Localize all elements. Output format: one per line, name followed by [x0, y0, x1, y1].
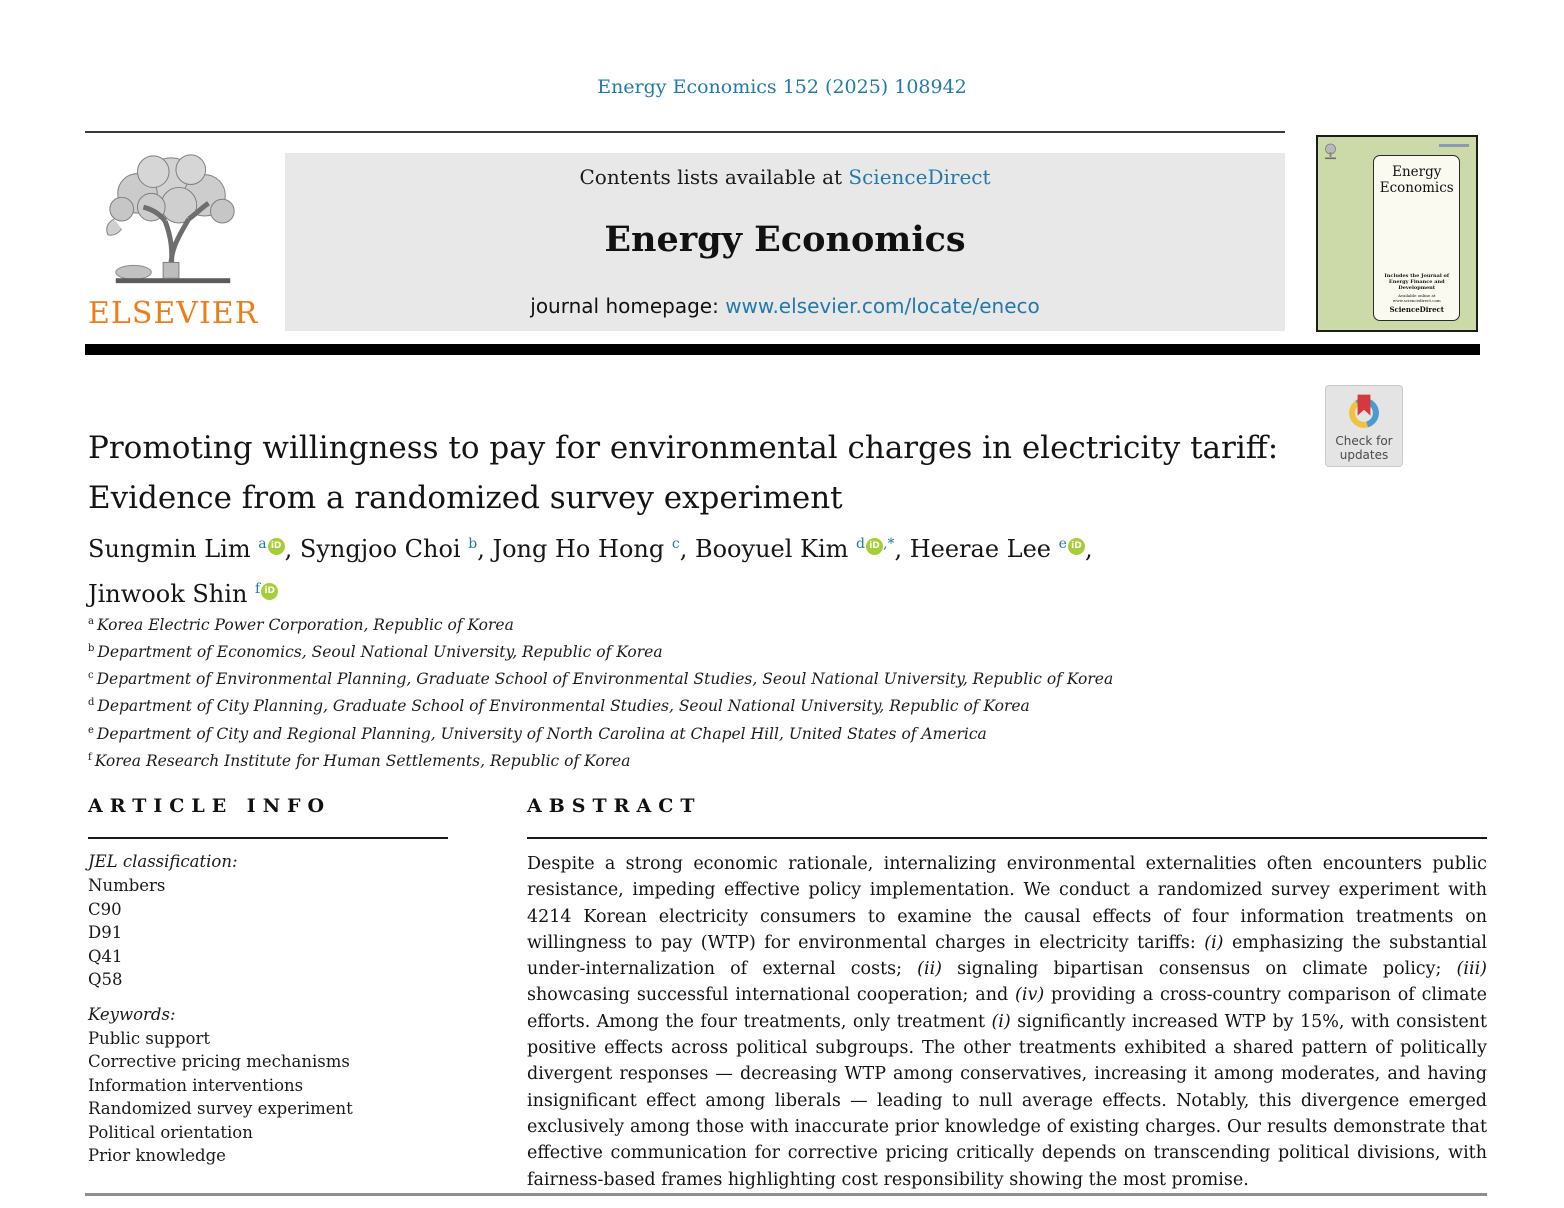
abstract-section [527, 795, 1487, 1193]
cover-journal-title: Energy Economics [1379, 164, 1454, 197]
journal-cover-thumbnail[interactable] [1316, 135, 1478, 332]
author-affiliation-sup: a [258, 536, 267, 552]
author-name: Syngjoo Choi [299, 535, 461, 563]
author-name: Heerae Lee [909, 535, 1052, 563]
abstract-italic-segment: (ii) [917, 959, 942, 980]
affiliation-text: Department of City and Regional Planning, University of North Carolina at Chapel Hill, United States of America [96, 724, 987, 743]
cover-title-panel [1373, 155, 1460, 321]
keyword-item: Public support [88, 1028, 211, 1048]
affiliation-row [88, 610, 1288, 637]
affiliation-row [88, 637, 1288, 664]
journal-header-box [285, 153, 1285, 331]
affiliation-row [88, 664, 1288, 691]
affiliation-sup: c [88, 670, 94, 682]
article-info-heading: ARTICLE INFO [88, 795, 332, 817]
abstract-italic-segment: (i) [1204, 932, 1224, 953]
author-name: Jong Ho Hong [492, 535, 665, 563]
cover-elsevier-mark-icon [1324, 143, 1337, 160]
header-top-rule [85, 131, 1285, 133]
author-name: Sungmin Lim [88, 535, 251, 563]
jel-classification-label: JEL classification: [88, 852, 238, 871]
affiliation-text: Korea Research Institute for Human Settlements, Republic of Korea [94, 751, 631, 770]
article-info-rule [88, 837, 448, 839]
affiliation-list [88, 610, 1288, 773]
corresponding-author-mark: ,* [883, 536, 895, 552]
keyword-item: Political orientation [88, 1122, 253, 1142]
jel-item: Q41 [88, 946, 123, 966]
jel-classification-list [88, 874, 448, 992]
author-affiliation-sup: b [468, 536, 478, 552]
affiliation-text: Department of Environmental Planning, Graduate School of Environmental Studies, Seoul National University, Republic of Korea [96, 670, 1114, 689]
jel-item: Numbers [88, 876, 166, 895]
keyword-item: Prior knowledge [88, 1146, 226, 1165]
author-affiliation-sup: d [856, 536, 865, 552]
abstract-rule [527, 837, 1487, 839]
affiliation-text: Department of Economics, Seoul National University, Republic of Korea [97, 643, 663, 662]
elsevier-logo[interactable] [88, 146, 258, 334]
affiliation-sup: b [88, 643, 95, 655]
author-list: Sungmin Lim $^a$ iD , Syngjoo Choi $^b$, Jong Ho Hong $^c$, Booyuel Kim $^d$ iD ,*, Heerae Lee $^e$ iD , Jinwook Shin $^f$ iD [88, 535, 1093, 608]
affiliation-row [88, 746, 1288, 773]
cover-issn-text [1439, 144, 1469, 147]
abstract-segment: signaling bipartisan consensus on climate policy; [942, 959, 1457, 980]
abstract-italic-segment: (iv) [1015, 985, 1045, 1006]
abstract-heading: ABSTRACT [527, 795, 702, 817]
homepage-prefix: journal homepage: [530, 294, 726, 318]
article-info-section [88, 795, 448, 1168]
elsevier-tree-icon [94, 146, 252, 294]
author-name: Jinwook Shin [88, 580, 248, 608]
homepage-url-link[interactable]: www.elsevier.com/locate/eneco [725, 294, 1040, 318]
check-for-updates-icon [1342, 390, 1386, 434]
keywords-label: Keywords: [88, 1004, 176, 1024]
affiliation-sup: f [88, 751, 92, 763]
contents-line [285, 165, 1285, 189]
journal-citation-link[interactable]: Energy Economics 152 (2025) 108942 [597, 76, 967, 98]
abstract-segment: emphasizing the substantial under-internalization of external costs; [527, 932, 1488, 980]
author-affiliation-sup: c [671, 536, 680, 552]
keyword-item: Information interventions [88, 1075, 304, 1095]
keywords-list [88, 1027, 448, 1168]
abstract-text [527, 851, 1487, 1193]
affiliation-sup: e [88, 724, 94, 736]
affiliation-text: Korea Electric Power Corporation, Republic of Korea [96, 616, 514, 635]
author-name: Booyuel Kim [694, 535, 849, 563]
sciencedirect-link[interactable]: ScienceDirect [848, 165, 991, 189]
affiliation-row [88, 719, 1288, 746]
homepage-line [285, 294, 1285, 318]
abstract-segment: significantly increased WTP by 15%, with consistent positive effects across political subgroups. The other treatments exhibited a shared pattern of politically divergent responses — decreasing WTP among conservatives, increasing it among moderates, and having insignificant effect among liberals — leading to null average effects. Notably, this divergence emerged exclusively among those with inaccurate prior knowledge of existing charges. Our results demonstrate that effective communication for corrective pricing critically depends on transcending political divisions, with fairness-based frames highlighting cost responsibility showing the most promise. [527, 1011, 1487, 1190]
jel-item: D91 [88, 923, 123, 942]
cover-footer-text: Includes the Journal of Energy Finance and Development Available online at www.sciencedirect.com ScienceDirect [1384, 273, 1450, 315]
abstract-italic-segment: (i) [991, 1011, 1011, 1032]
abstract-segment: showcasing successful international cooperation; and [527, 985, 1016, 1006]
page-bottom-rule [85, 1193, 1487, 1196]
affiliation-row [88, 691, 1288, 718]
orcid-icon[interactable]: iD [261, 583, 278, 600]
affiliation-sup: a [88, 616, 94, 627]
jel-item: C90 [88, 899, 122, 919]
abstract-segment: providing a cross-country comparison of climate efforts. Among the four treatments, only treatment [527, 985, 1487, 1032]
abstract-italic-segment: (iii) [1456, 959, 1487, 980]
elsevier-wordmark: ELSEVIER [88, 296, 259, 331]
check-for-updates-label: Check for updates [1335, 434, 1393, 462]
header-divider-bar [85, 344, 1480, 355]
jel-item: Q58 [88, 970, 123, 989]
author-affiliation-sup: e [1058, 536, 1067, 552]
article-title: Promoting willingness to pay for environmental charges in electricity tariff: Evidence from a randomized survey experiment [88, 430, 1279, 516]
keyword-item: Corrective pricing mechanisms [88, 1052, 350, 1071]
orcid-icon[interactable]: iD [268, 538, 285, 555]
affiliation-text: Department of City Planning, Graduate School of Environmental Studies, Seoul National University, Republic of Korea [97, 697, 1030, 716]
orcid-icon[interactable]: iD [866, 538, 883, 555]
abstract-segment: Despite a strong economic rationale, internalizing environmental externalities often encounters public resistance, impeding effective policy implementation. We conduct a randomized survey experiment with 4214 Korean electricity consumers to examine the causal effects of four information treatments on willingness to pay (WTP) for environmental charges in electricity tariffs: [527, 854, 1487, 953]
affiliation-sup: d [88, 697, 95, 709]
keyword-item: Randomized survey experiment [88, 1099, 353, 1118]
journal-title: Energy Economics [604, 219, 966, 260]
author-affiliation-sup: f [255, 581, 261, 597]
contents-prefix: Contents lists available at [579, 165, 849, 189]
orcid-icon[interactable]: iD [1068, 538, 1085, 555]
